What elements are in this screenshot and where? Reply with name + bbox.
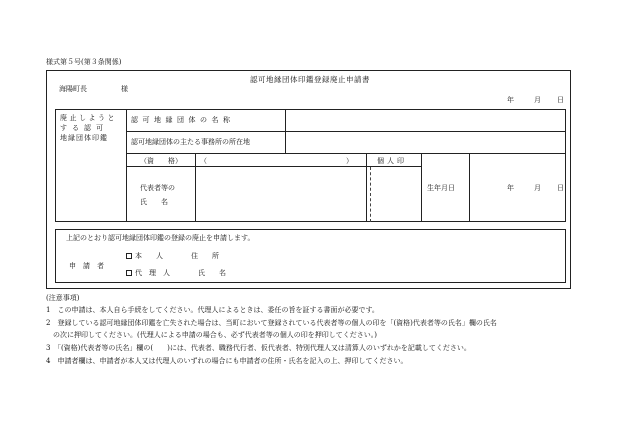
left-label-line1: 廃止しようと bbox=[60, 114, 117, 122]
qualification-paren-open: （ bbox=[200, 157, 207, 165]
note-item: 1 この申請は、本人自ら手続をしてください。代理人によるときは、委任の旨を証する書面が必要です。 bbox=[46, 306, 379, 314]
qualification-label: （資 格） bbox=[140, 157, 182, 165]
option-agent[interactable] bbox=[126, 269, 170, 277]
rep-name-label-1: 代表者等の bbox=[140, 184, 175, 192]
rep-name-label-2: 氏 名 bbox=[140, 198, 168, 206]
left-label-line2: する認可 bbox=[60, 124, 108, 132]
birth-day[interactable]: 日 bbox=[557, 184, 564, 192]
form-title: 認可地縁団体印鑑登録廃止申請書 bbox=[250, 75, 370, 84]
name-label: 氏 名 bbox=[198, 269, 226, 277]
option-self[interactable] bbox=[126, 252, 163, 260]
form-number: 様式第５号(第３条関係) bbox=[46, 58, 122, 66]
rep-name-field[interactable] bbox=[196, 167, 365, 221]
note-item: の次に押印してください。(代理人による申請の場合も、必ず代表者等の個人の印を押印してください。) bbox=[46, 331, 377, 339]
org-office-label: 認可地縁団体の主たる事務所の所在地 bbox=[131, 138, 250, 146]
qualification-field[interactable] bbox=[207, 155, 343, 165]
addressee: 海陽町長 bbox=[59, 85, 87, 93]
seal-area[interactable] bbox=[371, 167, 420, 221]
org-name-field[interactable] bbox=[286, 110, 565, 131]
birth-label: 生年月日 bbox=[427, 184, 455, 192]
note-item: 3 「(資格)代表者等の氏名」欄の( )には、代表者、職務代行者、仮代表者、特別代理人又は清算人のいずれかを記載してください。 bbox=[46, 344, 471, 352]
qualification-paren-close: ） bbox=[346, 157, 353, 165]
org-office-field[interactable] bbox=[286, 132, 565, 153]
date-day[interactable]: 日 bbox=[557, 96, 564, 104]
self-checkbox[interactable] bbox=[126, 253, 132, 259]
applicant-label: 申 請 者 bbox=[69, 262, 104, 270]
honorific: 様 bbox=[121, 85, 128, 93]
note-item: 4 申請者欄は、申請者が本人又は代理人のいずれの場合にも申請者の住所・氏名を記入の上、押印してください。 bbox=[46, 357, 408, 365]
option-agent-label: 代 理 人 bbox=[135, 269, 170, 277]
birth-month[interactable]: 月 bbox=[534, 184, 541, 192]
notes-heading: (注意事項) bbox=[46, 294, 80, 302]
birth-year[interactable]: 年 bbox=[507, 184, 514, 192]
seal-label: 個人印 bbox=[377, 157, 407, 165]
option-self-label: 本 人 bbox=[135, 252, 163, 260]
org-name-label: 認可地縁団体の名称 bbox=[131, 116, 235, 124]
date-month[interactable]: 月 bbox=[534, 96, 541, 104]
note-item: 2 登録している認可地縁団体印鑑を亡失された場合は、当町において登録されている代表者等の個人の印を「(資格)代表者等の氏名」欄の氏名 bbox=[46, 319, 497, 327]
date-year[interactable]: 年 bbox=[507, 96, 514, 104]
left-label-line3: 地縁団体印鑑 bbox=[60, 134, 108, 142]
agent-checkbox[interactable] bbox=[126, 270, 132, 276]
request-statement: 上記のとおり認可地縁団体印鑑の登録の廃止を申請します。 bbox=[66, 234, 255, 242]
address-label: 住 所 bbox=[191, 252, 219, 260]
